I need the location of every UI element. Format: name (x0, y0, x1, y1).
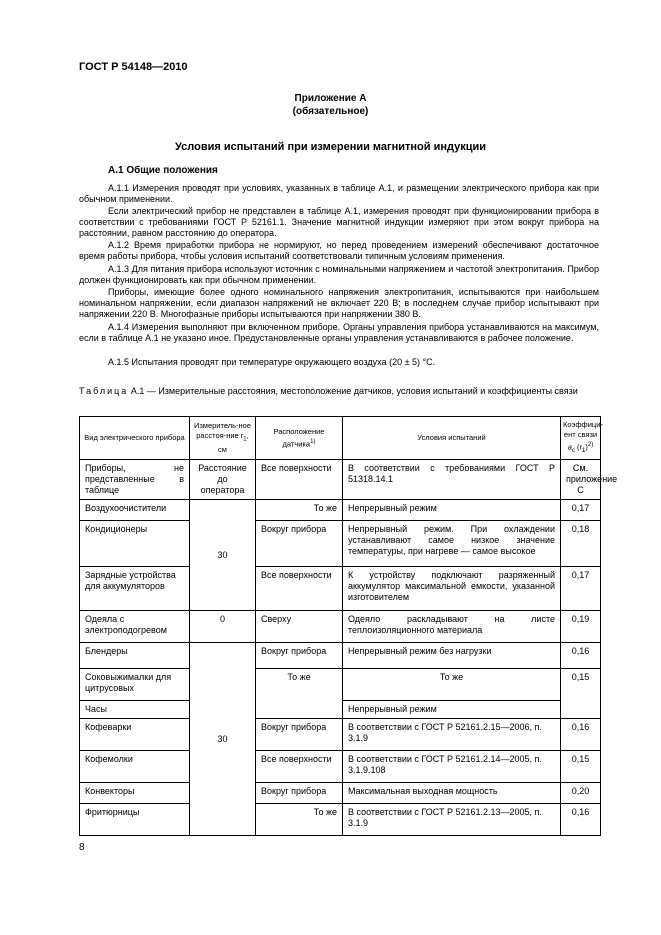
header-distance (190, 417, 256, 460)
header-conditions: Условия испытаний (343, 417, 561, 460)
cell-sensor: Вокруг прибора (256, 783, 343, 804)
table-row (80, 567, 601, 611)
cell-device: Кофеварки (80, 719, 190, 751)
header-coef-sup: 2) (587, 442, 594, 448)
cell-coef: 0,18 (561, 521, 601, 567)
cell-device: Фритюрницы (80, 804, 190, 836)
cell-device: Блендеры (80, 643, 190, 669)
header-coef-close: ) (585, 442, 588, 452)
header-coef-a: a (567, 442, 572, 452)
table-row (80, 500, 601, 521)
header-device: Вид электрического прибора (80, 417, 190, 460)
cell-sensor: То же (256, 669, 343, 719)
cell-conditions: В соответствии с ГОСТ Р 52161.2.13—2005, п. 3.1.9 (343, 804, 561, 836)
header-sensor (256, 417, 343, 460)
cell-conditions: Одеяло раскладывают на листе теплоизоляционного материала (343, 611, 561, 643)
cell-device: Часы (80, 701, 190, 719)
cell-coef: 0,16 (561, 643, 601, 669)
header-coef-text: Коэффици-ент связи (563, 420, 603, 439)
cell-coef: См. приложение С (561, 460, 601, 500)
header-sensor-text: Расположение датчика (273, 426, 325, 449)
cell-coef: 0,17 (561, 567, 601, 611)
cell-coef: 0,16 (561, 719, 601, 751)
cell-device: Конвекторы (80, 783, 190, 804)
cell-device: Одеяла с электроподогревом (80, 611, 190, 643)
cell-coef: 0,15 (561, 669, 601, 719)
cell-coef: 0,17 (561, 500, 601, 521)
paragraph-a-1-3-cont: Приборы, имеющие более одного номинального напряжения электропитания, испытываются при наибольшем номинальном напряжении, если диапазон напряжений не включает 220 В; в последнем случае прибор испытывают при напряжении 220 В. Многофазные приборы испытываются при напряжении 380 В. (79, 287, 599, 319)
table-row (80, 719, 601, 751)
conditions-table (79, 416, 618, 836)
table-row (80, 669, 601, 701)
header-coef-sub: c (571, 448, 575, 454)
header-distance-sub: 1 (243, 436, 247, 443)
cell-coef: 0,15 (561, 751, 601, 783)
header-coef-paren: (r (574, 442, 583, 452)
cell-distance: Расстояние до оператора (190, 460, 256, 500)
subsection-title: А.1 Общие положения (108, 165, 218, 176)
table-row (80, 460, 601, 500)
table-header-row (80, 417, 601, 460)
table-row (80, 751, 601, 783)
cell-conditions: Непрерывный режим (343, 701, 561, 719)
cell-sensor: То же (256, 500, 343, 521)
table-caption (79, 386, 599, 397)
cell-conditions: Максимальная выходная мощность (343, 783, 561, 804)
annex-title: Приложение А (294, 93, 367, 104)
cell-distance-merged: 30 (190, 643, 256, 836)
paragraph-a-1-5: А.1.5 Испытания проводят при температуре окружающего воздуха (20 ± 5) °С. (108, 357, 436, 367)
cell-sensor: Вокруг прибора (256, 719, 343, 751)
header-distance-text: Измеритель-ное расстоя-ние r (193, 421, 252, 441)
cell-conditions: К устройству подключают разряженный аккумулятор максимальной емкости, указанной изготовителем (343, 567, 561, 611)
cell-distance: 0 (190, 611, 256, 643)
page-number: 8 (79, 842, 85, 853)
cell-sensor: Все поверхности (256, 567, 343, 611)
cell-sensor: Все поверхности (256, 751, 343, 783)
cell-sensor: Сверху (256, 611, 343, 643)
cell-device: Воздухоочистители (80, 500, 190, 521)
cell-sensor: Вокруг прибора (256, 643, 343, 669)
cell-conditions: В соответствии с ГОСТ Р 52161.2.14—2005, п. 3.1.9.108 (343, 751, 561, 783)
paragraph-a-1-1-cont: Если электрический прибор не представлен в таблице А.1, измерения проводят при функционировании прибора в соответствии с требованиями ГОСТ Р 52161.1. Значение магнитной индукции измеряют при этом вокруг прибора на расстоянии, равном расстоянию до оператора. (79, 206, 599, 238)
cell-device: Приборы, не представленные в таблице (80, 460, 190, 500)
cell-coef: 0,20 (561, 783, 601, 804)
paragraph-a-1-2: А.1.2 Время приработки прибора не нормируют, но перед проведением измерений обеспечивают достаточное время работы прибора, чтобы условия испытаний соответствовали типичным условиям применения. (79, 240, 599, 261)
cell-device: Кофемолки (80, 751, 190, 783)
cell-device: Соковыжималки для цитрусовых (80, 669, 190, 701)
cell-conditions: То же (343, 669, 561, 701)
section-title: Условия испытаний при измерении магнитной индукции (174, 141, 487, 153)
cell-coef: 0,19 (561, 611, 601, 643)
cell-coef: 0,16 (561, 804, 601, 836)
header-distance-unit: , см (218, 431, 249, 454)
cell-conditions: В соответствии с требованиями ГОСТ Р 51318.14.1 (343, 460, 561, 500)
header-coef (561, 417, 601, 460)
cell-sensor: Вокруг прибора (256, 521, 343, 567)
table-caption-text: А.1 — Измерительные расстояния, местоположение датчиков, условия испытаний и коэффициенты связи (130, 386, 578, 396)
header-sensor-sup: 1) (310, 438, 316, 445)
paragraph-a-1-4: А.1.4 Измерения выполняют при включенном приборе. Органы управления прибора устанавливаются на максимум, если в таблице А.1 не указано иное. Предустановленные органы управления устанавливаются в рабочее положение. (79, 322, 599, 343)
paragraph-a-1-1: А.1.1 Измерения проводят при условиях, указанных в таблице А.1, и размещении электрического прибора как при обычном применении. (79, 183, 599, 204)
cell-distance-merged: 30 (190, 500, 256, 611)
paragraph-a-1-3: А.1.3 Для питания прибора используют источник с номинальными напряжением и частотой электропитания. Прибор должен функционировать как при обычном применении. (79, 264, 599, 285)
table-row (80, 643, 601, 669)
header-coef-sub2: 1 (582, 448, 586, 454)
document-id: ГОСТ Р 54148—2010 (79, 61, 188, 73)
table-caption-label: Таблица (79, 386, 129, 396)
cell-sensor: Все поверхности (256, 460, 343, 500)
cell-conditions: Непрерывный режим без нагрузки (343, 643, 561, 669)
cell-sensor: То же (256, 804, 343, 836)
cell-device: Кондиционеры (80, 521, 190, 567)
cell-device: Зарядные устройства для аккумуляторов (80, 567, 190, 611)
cell-conditions: В соответствии с ГОСТ Р 52161.2.15—2006, п. 3.1.9 (343, 719, 561, 751)
table-row (80, 783, 601, 804)
table-row (80, 804, 601, 836)
table-row (80, 611, 601, 643)
cell-conditions: Непрерывный режим. При охлаждении устанавливают самое низкое значение температуры, при нагреве — самое высокое (343, 521, 561, 567)
annex-heading (0, 92, 661, 118)
table-row (80, 521, 601, 567)
annex-status: (обязательное) (292, 106, 369, 117)
cell-conditions: Непрерывный режим (343, 500, 561, 521)
